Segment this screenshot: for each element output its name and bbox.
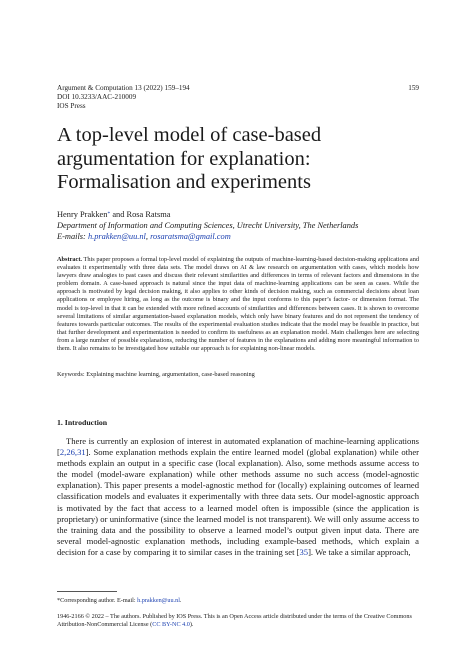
author-conjunction: and <box>110 210 127 219</box>
emails-label: E-mails: <box>57 232 88 241</box>
abstract-text: This paper proposes a formal top-level model of explaining the outputs of machine-learning-based decision-making applications and evaluates it experimentally with three data sets. The model draws on AI & law research on argumentation with cases, which models how lawyers draw analogies to past cases and discuss their relevant similarities and differences in terms of relevant factors and dimensions in the problem domain. A case-based approach is natural since the input data of machine-learning applications can be seen as cases. While the approach is motivated by legal decision making, it also applies to other kinds of decision making, such as commercial decisions about loan applications or employee hiring, as long as the outcome is binary and the input conforms to this paper’s factor- or dimension format. The model is top-level in that it can be extended with more refined accounts of similarities and differences between cases. It is shown to overcome several limitations of similar argumentation-based explanation models, which only have binary features and do not represent the tendency of features towards particular outcomes. The results of the experimental evaluation studies indicate that the model may be feasible in practice, but that further development and experimentation is needed to confirm its usefulness as an explanation model. Main challenges here are selecting from a large number of possible explanations, reducing the number of features in the explanations and adding more meaningful information to them. It also remains to be investigated how suitable our approach is for explaining non-linear models. <box>57 256 419 353</box>
author-line <box>57 209 419 220</box>
footnote-text: *Corresponding author. E-mail: <box>57 597 138 604</box>
section-heading: 1. Introduction <box>57 418 108 427</box>
publisher: IOS Press <box>57 101 86 110</box>
license-end: ). <box>189 621 194 628</box>
citation-link[interactable]: 35 <box>299 546 309 557</box>
citation-link[interactable]: 2,26,31 <box>59 447 86 458</box>
body-text: ]. We take a similar approach, <box>308 546 411 557</box>
running-header <box>57 84 419 110</box>
footnote-rule <box>57 591 117 592</box>
email-separator: , <box>145 232 151 241</box>
license-notice <box>57 613 419 629</box>
paper-title: A top-level model of case-based argumentation for explanation: Formalisation and experiments <box>57 124 322 193</box>
author-name: Rosa Ratsma <box>126 210 171 219</box>
doi: DOI 10.3233/AAC-210009 <box>57 92 137 101</box>
footnote-end: . <box>179 597 182 604</box>
affiliation: Department of Information and Computing Sciences, Utrecht University, The Netherlands <box>57 221 359 230</box>
license-text: 1946-2166 © 2022 – The authors. Published by IOS Press. This is an Open Access article distributed under the terms of the Creative Commons Attribution-NonCommercial License ( <box>57 613 412 628</box>
abstract <box>57 256 419 353</box>
corresponding-author-mark[interactable]: * <box>107 211 111 217</box>
abstract-label: Abstract. <box>57 256 83 263</box>
footnote <box>57 597 419 605</box>
email-link[interactable]: rosaratsma@gmail.com <box>150 232 231 241</box>
keywords: Keywords: Explaining machine learning, argumentation, case-based reasoning <box>57 371 255 378</box>
page-number: 159 <box>408 84 419 92</box>
journal-citation: Argument & Computation 13 (2022) 159–194 <box>57 84 190 92</box>
author-name: Henry Prakken <box>57 210 108 219</box>
body-text: There is currently an explosion of interest in automated explanation of machine-learning applications [ <box>57 436 419 458</box>
emails-line <box>57 231 419 242</box>
body-paragraph <box>57 436 419 558</box>
email-link[interactable]: h.prakken@uu.nl <box>137 597 180 604</box>
license-link[interactable]: CC BY-NC 4.0 <box>152 621 190 628</box>
body-text: ]. Some explanation methods explain the entire learned model (global explanation) while other methods explain an output in a specific case (local explanation). Also, some methods assume access to the model (model-aware explanation) while other methods assume no such access (model-agnostic explanation). This paper presents a model-agnostic method for (locally) explaining outcomes of learned classification models and evaluates it experimentally with three data sets. Our model-agnostic approach is motivated by the fact that access to a learned model often is impossible (since the application is proprietary) or uninformative (since the learned model is not transparent). We will only assume access to the training data and the possibility to observe a learned model’s output given input data. There are several model-agnostic explanation methods, including example-based methods, which explain a decision for a case by comparing it to similar cases in the training set [ <box>57 447 419 557</box>
author-block <box>57 209 419 242</box>
email-link[interactable]: h.prakken@uu.nl <box>87 232 146 241</box>
